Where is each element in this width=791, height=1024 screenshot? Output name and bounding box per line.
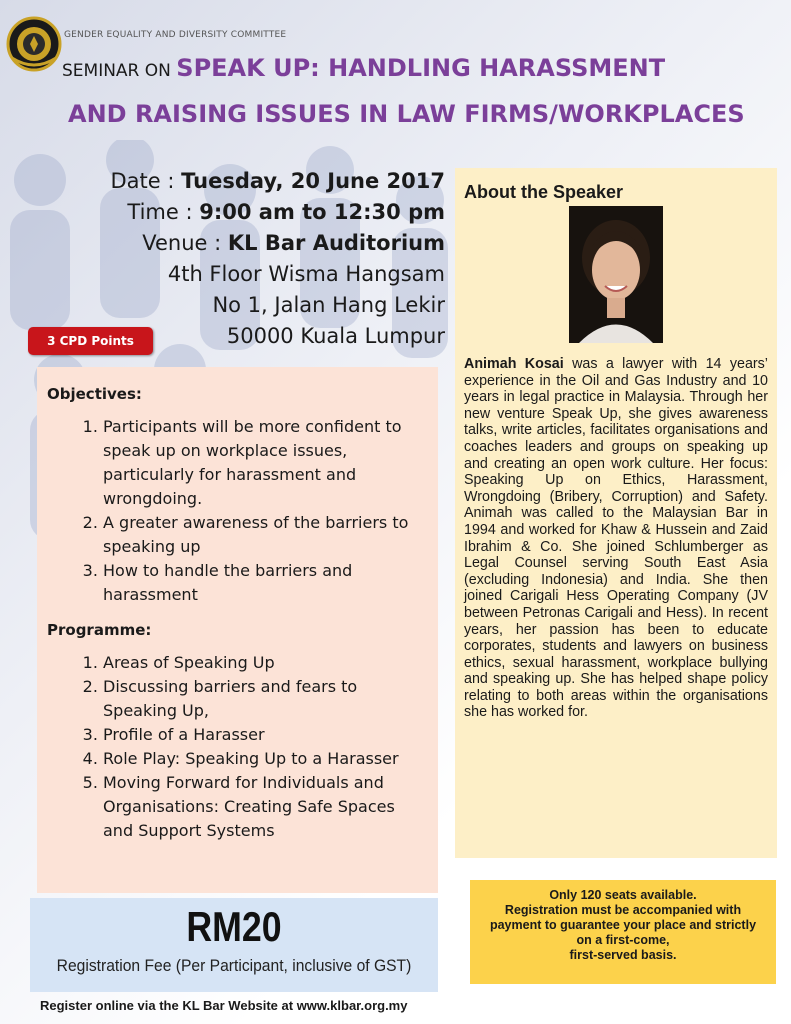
seats-line: first-served basis.	[569, 948, 677, 962]
cpd-points-badge: 3 CPD Points	[28, 327, 153, 355]
programme-list	[47, 651, 426, 843]
speaker-heading: About the Speaker	[464, 182, 624, 202]
objectives-programme-panel	[37, 367, 438, 893]
venue-value: KL Bar Auditorium	[227, 231, 445, 255]
time-label: Time :	[127, 200, 200, 224]
programme-item: 4. Role Play: Speaking Up to a Harasser	[103, 747, 426, 771]
venue-label: Venue :	[142, 231, 228, 255]
bar-malaysia-seal-logo	[6, 16, 62, 72]
registration-fee-panel	[30, 898, 438, 992]
programme-item: 3. Profile of a Harasser	[103, 723, 426, 747]
objective-item: 1. Participants will be more confident to speak up on workplace issues, particularly for harassment and wrongdoing.	[103, 415, 426, 511]
programme-item: 2. Discussing barriers and fears to Speaking Up,	[103, 675, 426, 723]
programme-item: 1. Areas of Speaking Up	[103, 651, 426, 675]
date-value: Tuesday, 20 June 2017	[181, 169, 445, 193]
title-main: SPEAK UP: HANDLING HARASSMENT	[176, 54, 666, 82]
speaker-panel	[455, 168, 777, 858]
programme-item: 5. Moving Forward for Individuals and Organisations: Creating Safe Spaces and Support Systems	[103, 771, 426, 843]
time-value: 9:00 am to 12:30 pm	[199, 200, 445, 224]
speaker-bio	[464, 356, 768, 721]
seminar-title-line2: AND RAISING ISSUES IN LAW FIRMS/WORKPLACES	[68, 100, 745, 128]
committee-name: GENDER EQUALITY AND DIVERSITY COMMITTEE	[64, 30, 287, 40]
title-prefix: SEMINAR ON	[62, 61, 177, 81]
time-line	[111, 197, 446, 228]
fee-label: Registration Fee (Per Participant, inclusive of GST)	[56, 956, 412, 975]
address-line-3: 50000 Kuala Lumpur	[226, 324, 445, 348]
event-details	[111, 166, 446, 352]
seats-line: payment to guarantee your place and strictly	[489, 918, 757, 932]
fee-amount: RM20	[186, 903, 282, 950]
seats-line: Only 120 seats available.	[549, 888, 697, 902]
date-line	[111, 166, 446, 197]
date-label: Date :	[110, 169, 182, 193]
objective-item: 2. A greater awareness of the barriers to speaking up	[103, 511, 426, 559]
objectives-heading: Objectives:	[47, 385, 142, 403]
address-line-2: No 1, Jalan Hang Lekir	[212, 293, 445, 317]
programme-heading: Programme:	[47, 621, 152, 639]
objectives-list	[47, 415, 426, 607]
address-line-1: 4th Floor Wisma Hangsam	[167, 262, 445, 286]
venue-line	[111, 228, 446, 259]
speaker-photo	[569, 206, 663, 343]
objective-item: 3. How to handle the barriers and harassment	[103, 559, 426, 607]
seats-notice	[470, 880, 776, 984]
seminar-title-line1	[62, 54, 665, 82]
speaker-bio-text: was a lawyer with 14 years’ experience in the Oil and Gas Industry and 10 years in legal practice in Malaysia. Through her new venture Speak Up, she gives awareness talks, write articles, facilitates organisations and coaches leaders and groups on speaking up and creating an open work culture. Her focus: Speaking Up on Ethics, Harassment, Wrongdoing (Bribery, Corruption) and Safety. Animah was called to the Malaysian Bar in 1994 and worked for Khaw & Hussein and Zaid Ibrahim & Co. She joined Schlumberger as Legal Counsel serving South East Asia (excluding Indonesia) and India. She then joined Carigali Hess Operating Company (JV between Petronas Carigali and Hess). In recent years, her passion has been to educate corporates, students and lawyers on business ethics, sexual harassment, workplace bullying and speaking up. She has helped shape policy relating to both areas within the organisations she has worked for.	[464, 356, 768, 721]
register-online-note: Register online via the KL Bar Website at www.klbar.org.my	[40, 998, 408, 1013]
seats-line: Registration must be accompanied with	[504, 903, 742, 917]
seats-line: on a first-come,	[576, 933, 670, 947]
speaker-name: Animah Kosai	[464, 356, 564, 372]
